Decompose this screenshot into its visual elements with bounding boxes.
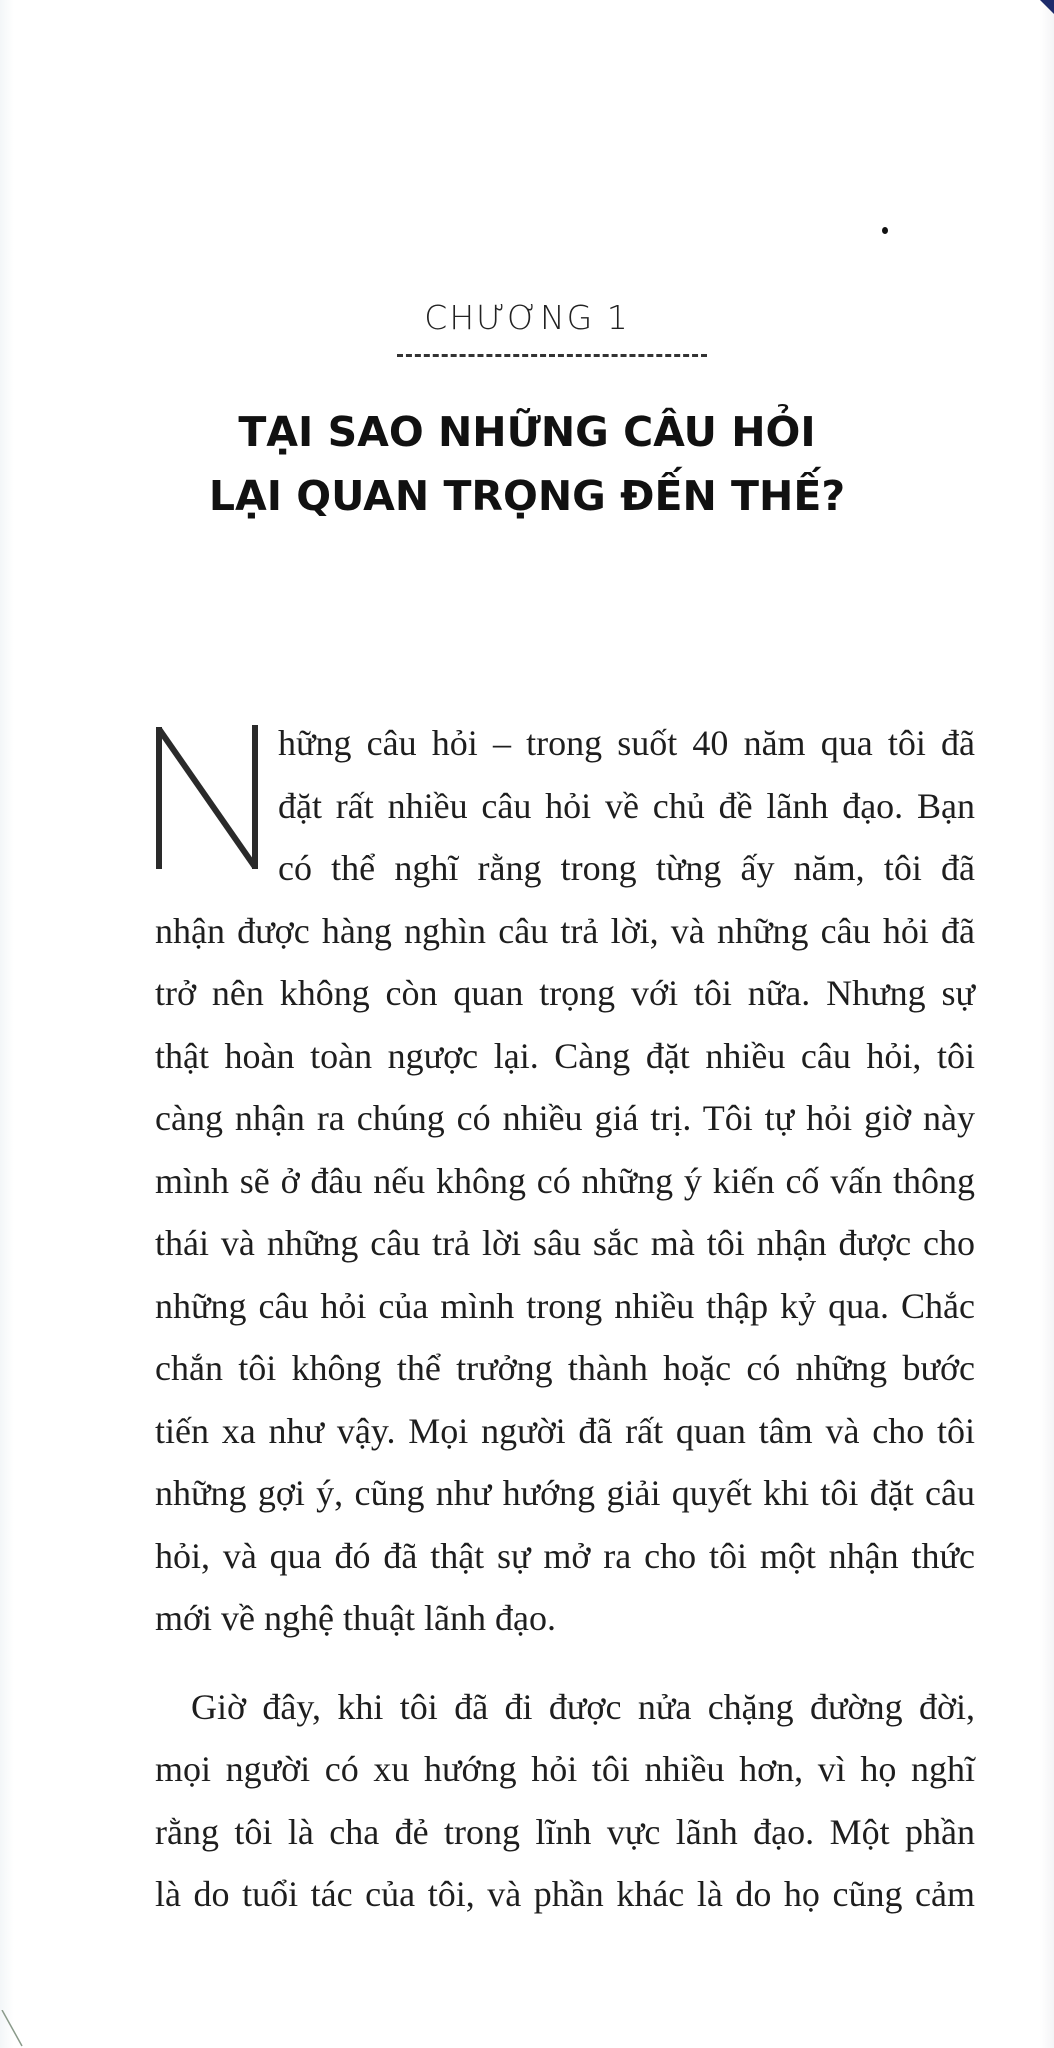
text-line: hững câu hỏi – trong suốt 40 năm qua tôi đã bbox=[278, 723, 975, 763]
text-line: chắn tôi không thể trưởng thành hoặc có những bước bbox=[155, 1348, 975, 1388]
text-line: càng nhận ra chúng có nhiều giá trị. Tôi tự hỏi giờ này bbox=[155, 1098, 975, 1138]
paragraph-1 bbox=[155, 712, 975, 1650]
text-line: thái và những câu trả lời sâu sắc mà tôi nhận được cho bbox=[155, 1223, 975, 1263]
text-line: Giờ đây, khi tôi đã đi được nửa chặng đường đời, bbox=[191, 1686, 975, 1727]
text-line: những câu hỏi của mình trong nhiều thập kỷ qua. Chắc bbox=[155, 1285, 975, 1326]
text-line: thật hoàn toàn ngược lại. Càng đặt nhiều câu hỏi, tôi bbox=[155, 1035, 975, 1076]
chapter-title-line-1: TẠI SAO NHỮNG CÂU HỎI bbox=[238, 408, 816, 456]
ink-speck bbox=[882, 227, 888, 234]
text-line: có thể nghĩ rằng trong từng ấy năm, tôi đã bbox=[278, 848, 975, 888]
body-text bbox=[155, 712, 975, 1926]
paragraph-2 bbox=[155, 1676, 975, 1926]
text-line: là do tuổi tác của tôi, và phần khác là do họ cũng cảm bbox=[155, 1874, 975, 1914]
text-line: tiến xa như vậy. Mọi người đã rất quan tâm và cho tôi bbox=[155, 1410, 975, 1451]
text-line: rằng tôi là cha đẻ trong lĩnh vực lãnh đạo. Một phần bbox=[155, 1811, 975, 1852]
chapter-title-line-2: LẠI QUAN TRỌNG ĐẾN THẾ? bbox=[208, 472, 846, 520]
text-line: mọi người có xu hướng hỏi tôi nhiều hơn, vì họ nghĩ bbox=[155, 1749, 975, 1789]
text-line: trở nên không còn quan trọng với tôi nữa. Nhưng sự bbox=[155, 973, 975, 1013]
page-corner-mark bbox=[1040, 0, 1054, 14]
page-edge-curve bbox=[0, 2010, 30, 2048]
text-line: những gợi ý, cũng như hướng giải quyết khi tôi đặt câu bbox=[155, 1473, 975, 1513]
text-line: đặt rất nhiều câu hỏi về chủ đề lãnh đạo. Bạn bbox=[278, 785, 975, 826]
text-line: mới về nghệ thuật lãnh đạo. bbox=[155, 1598, 556, 1638]
chapter-divider bbox=[397, 354, 707, 357]
text-line: mình sẽ ở đâu nếu không có những ý kiến cố vấn thông bbox=[155, 1160, 975, 1201]
text-line: hỏi, và qua đó đã thật sự mở ra cho tôi một nhận thức bbox=[155, 1535, 975, 1576]
chapter-label: CHƯƠNG 1 bbox=[424, 298, 630, 337]
chapter-title bbox=[0, 400, 1054, 528]
text-line: nhận được hàng nghìn câu trả lời, và những câu hỏi đã bbox=[155, 910, 975, 951]
